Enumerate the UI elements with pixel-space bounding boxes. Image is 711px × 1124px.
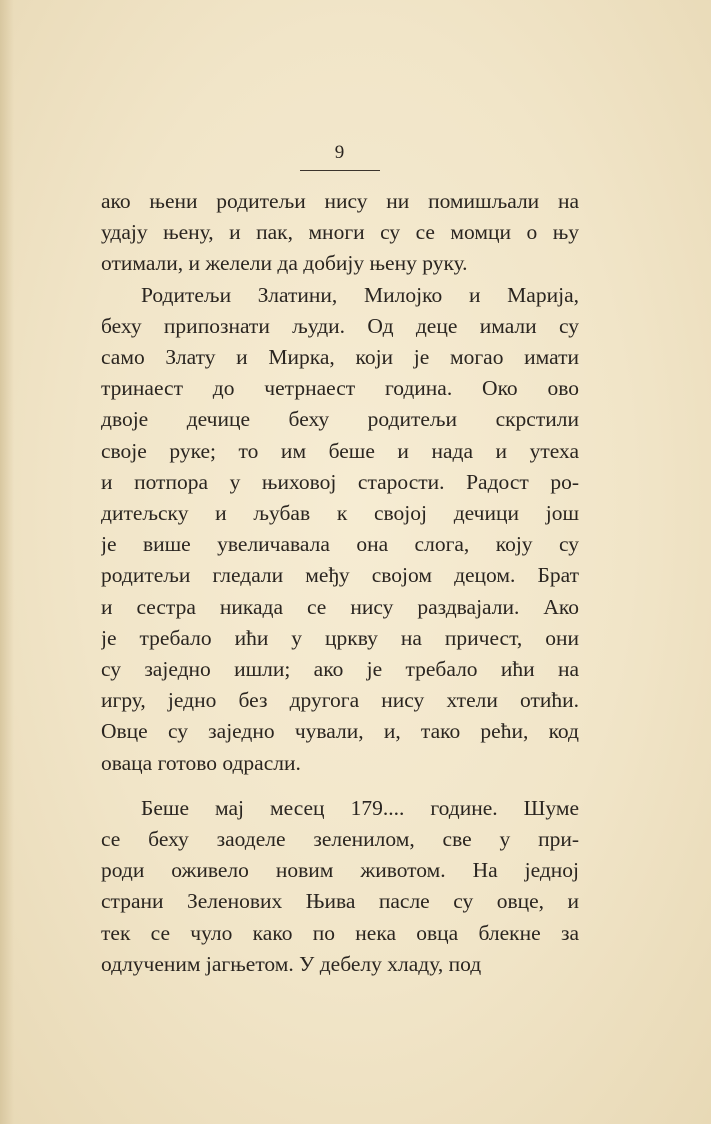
text-line: тринаест до четрнаест година. Око ово — [101, 376, 579, 401]
page-spine-shadow — [0, 0, 14, 1124]
paragraph — [101, 280, 579, 779]
text-line: двоје дечице беху родитељи скрстили — [101, 407, 579, 432]
text-line: оваца готово одрасли. — [101, 750, 301, 775]
text-line: и потпора у њиховој старости. Радост ро- — [101, 469, 579, 494]
body-text — [101, 186, 579, 980]
page-number-rule — [300, 170, 380, 171]
text-line: роди оживело новим животом. На једној — [101, 858, 579, 883]
text-line: отимали, и желели да добију њену руку. — [101, 251, 468, 276]
text-line: беху припознати људи. Од деце имали су — [101, 313, 579, 338]
text-line: је требало ићи у цркву на причест, они — [101, 625, 579, 650]
text-line: родитељи гледали међу својом децом. Брат — [101, 563, 579, 588]
text-line: само Злату и Мирка, који је могао имати — [101, 345, 579, 370]
text-line: и сестра никада се нису раздвајали. Ако — [101, 594, 579, 619]
text-line: одлученим јагњетом. У дебелу хладу, под — [101, 951, 482, 976]
text-line: су заједно ишли; ако је требало ићи на — [101, 657, 579, 682]
text-line: ако њени родитељи нису ни помишљали на — [101, 189, 579, 213]
page-number: 9 — [334, 142, 346, 163]
text-line: дитељску и љубав к својој дечици још — [101, 501, 579, 526]
paragraph-gap — [101, 779, 579, 793]
text-line: је више увеличавала она слога, коју су — [101, 532, 579, 557]
text-line: Овце су заједно чували, и, тако рећи, код — [101, 719, 579, 744]
text-line: игру, једно без другога нису хтели отићи. — [101, 688, 579, 713]
text-line: тек се чуло како по нека овца блекне за — [101, 920, 579, 945]
text-line: се беху заоделе зеленилом, све у при- — [101, 827, 579, 852]
paragraph — [101, 793, 579, 980]
text-line: страни Зеленових Њива пасле су овце, и — [101, 889, 579, 914]
text-line: Родитељи Златини, Милојко и Марија, — [141, 282, 579, 307]
text-line: своје руке; то им беше и нада и утеха — [101, 438, 579, 463]
text-line: удају њену, и пак, многи су се момци о њу — [101, 220, 579, 245]
paragraph — [101, 186, 579, 280]
text-line: Беше мај месец 179.... године. Шуме — [141, 795, 579, 820]
